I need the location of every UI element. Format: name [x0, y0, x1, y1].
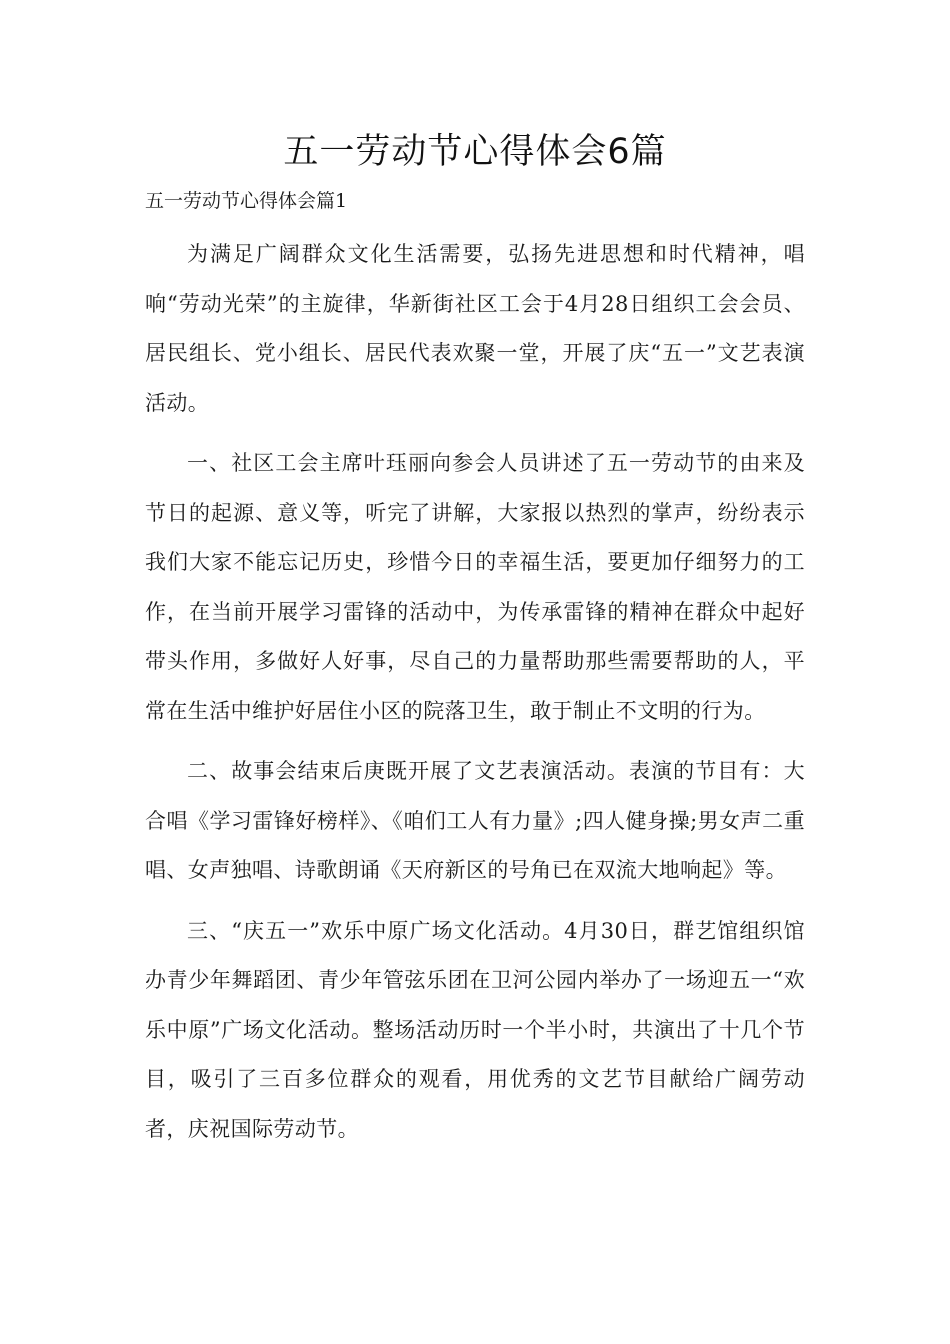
section-heading: 五一劳动节心得体会篇1 [145, 190, 348, 212]
paragraph-part-two: 二、故事会结束后庚既开展了文艺表演活动。表演的节目有：大合唱《学习雷锋好榜样》、《咱们工人有力量》;四人健身操;男女声二重唱、女声独唱、诗歌朗诵《天府新区的号角已在双流大地响起》等。 [145, 759, 805, 882]
document-title: 五一劳动节心得体会6篇 [283, 132, 667, 172]
paragraph-part-one: 一、社区工会主席叶珏丽向参会人员讲述了五一劳动节的由来及节日的起源、意义等，听完了讲解，大家报以热烈的掌声，纷纷表示我们大家不能忘记历史，珍惜今日的幸福生活，要更加仔细努力的工作，在当前开展学习雷锋的活动中，为传承雷锋的精神在群众中起好带头作用，多做好人好事，尽自己的力量帮助那些需要帮助的人，平常在生活中维护好居住小区的院落卫生，敢于制止不文明的行为。 [145, 451, 805, 723]
document-body [145, 230, 805, 1165]
paragraph-intro: 为满足广阔群众文化生活需要，弘扬先进思想和时代精神，唱响“劳动光荣”的主旋律，华新街社区工会于4月28日组织工会会员、居民组长、党小组长、居民代表欢聚一堂，开展了庆“五一”文艺表演活动。 [145, 242, 805, 415]
paragraph-part-three: 三、“庆五一”欢乐中原广场文化活动。4月30日，群艺馆组织馆办青少年舞蹈团、青少年管弦乐团在卫河公园内举办了一场迎五一“欢乐中原”广场文化活动。整场活动历时一个半小时，共演出了十几个节目，吸引了三百多位群众的观看，用优秀的文艺节目献给广阔劳动者，庆祝国际劳动节。 [145, 918, 805, 1141]
